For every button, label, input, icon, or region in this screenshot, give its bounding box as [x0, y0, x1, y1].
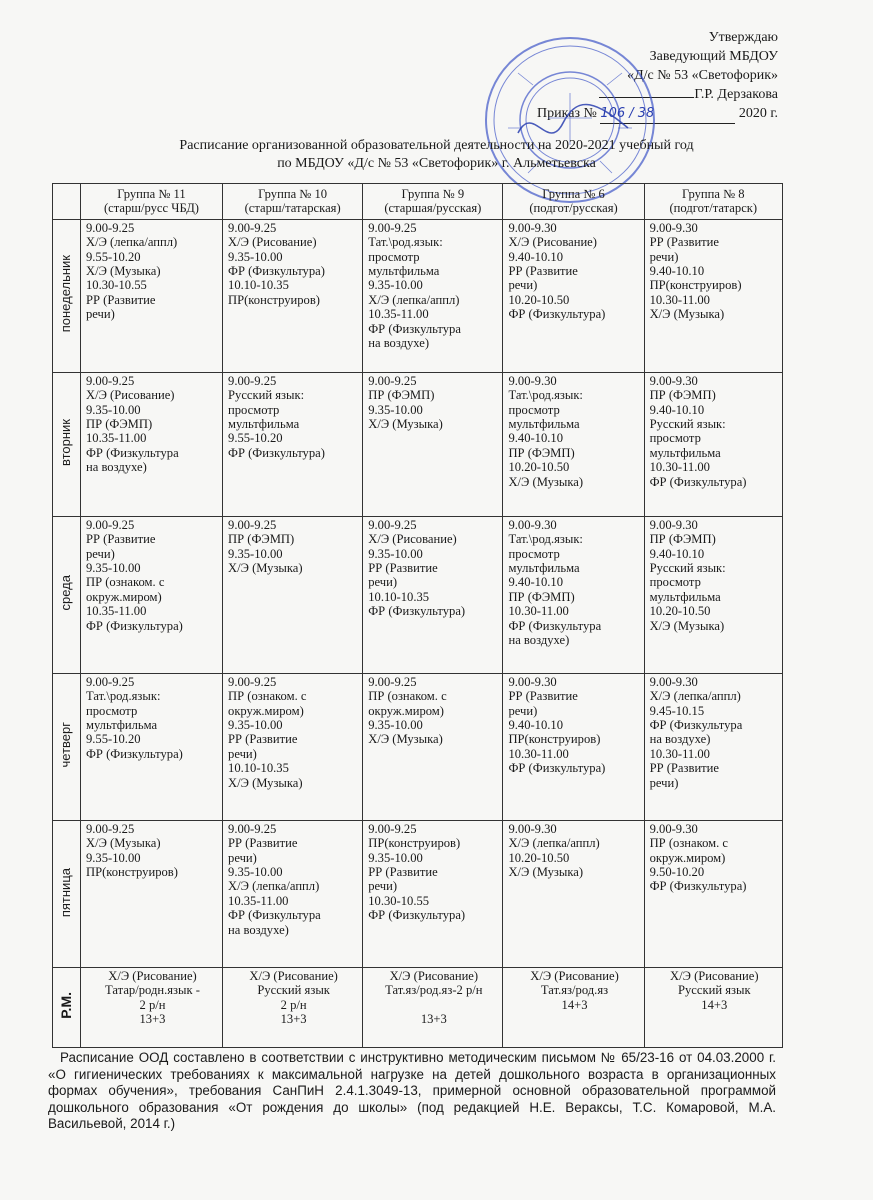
lesson-cell: [644, 516, 782, 673]
lesson-cell: [363, 219, 503, 372]
lesson-line: просмотр: [508, 546, 560, 561]
lesson-line: 9.35-10.00: [228, 249, 283, 264]
lesson-line: Тат.\род.язык:: [508, 532, 583, 547]
rm-cell: [503, 967, 644, 1047]
lesson-line: Х/Э (Музыка): [508, 474, 584, 489]
lesson-line: 9.35-10.00: [368, 718, 423, 733]
lesson-line: Х/Э (Музыка): [228, 561, 303, 576]
lesson-line: ФР (Физкультура: [508, 618, 602, 633]
lesson-line: 9.00-9.30: [508, 373, 557, 388]
lesson-line: Х/Э (Рисование): [228, 235, 317, 250]
lesson-line: ФР (Физкультура: [85, 445, 179, 460]
lesson-cell: [80, 372, 222, 516]
director-name: Г.Р. Дерзакова: [694, 87, 778, 102]
lesson-cell: [503, 516, 644, 673]
lesson-line: 9.40-10.10: [508, 431, 564, 446]
lesson-cell: [503, 673, 644, 820]
lesson-line: 9.00-9.30: [649, 220, 698, 235]
rm-line: 13+3: [280, 1012, 307, 1027]
approval-order: [537, 104, 778, 124]
approval-line-1: Утверждаю: [708, 30, 778, 45]
lesson-line: речи): [368, 879, 398, 894]
lesson-line: 9.00-9.25: [368, 373, 417, 388]
lesson-line: Х/Э (Музыка): [368, 417, 443, 432]
lesson-line: речи): [508, 278, 538, 293]
day-label: среда: [58, 575, 74, 611]
lesson-line: ФР (Физкультура): [649, 879, 747, 894]
lesson-line: 9.00-9.25: [368, 220, 417, 235]
lesson-line: 9.00-9.25: [85, 821, 135, 836]
lesson-line: 9.50-10.20: [649, 865, 705, 880]
lesson-line: Х/Э (Музыка): [85, 836, 161, 851]
lesson-line: 9.00-9.30: [508, 821, 557, 836]
lesson-cell: [223, 673, 363, 820]
lesson-cell: [223, 372, 363, 516]
lesson-line: РР (Развитие: [649, 761, 720, 776]
rm-line: Х/Э (Рисование): [249, 968, 338, 983]
group-header: [503, 184, 644, 220]
lesson-line: 9.00-9.30: [649, 674, 698, 689]
lesson-line: РР (Развитие: [368, 561, 438, 576]
lesson-line: ФР (Физкультура: [368, 321, 461, 336]
lesson-line: 10.10-10.35: [228, 761, 289, 776]
lesson-line: 10.10-10.35: [228, 278, 289, 293]
lesson-line: 9.40-10.10: [649, 546, 705, 561]
day-cell: [53, 820, 81, 967]
header-row: [53, 184, 783, 220]
lesson-line: 9.00-9.30: [508, 674, 557, 689]
lesson-line: Русский язык:: [649, 561, 726, 576]
lesson-line: 9.35-10.00: [368, 402, 423, 417]
lesson-line: ПР (ознаком. с: [649, 836, 729, 851]
lesson-line: Тат.\род.язык:: [508, 388, 583, 403]
footnote: Расписание ООД составлено в соответствии с инструктивно методическим письмом № 65/23-16 от 04.03.2000 г. «О гигиенических требованиях к максимальной нагрузке на детей дошкольного возраста в организационных формах обучения», требования СанПиН 2.4.1.3049-13, примерной основной образовательной программой дошкольного образования «От рождения до школы» (под редакцией Н.Е. Вераксы, Т.С. Комаровой, М.А. Васильевой, 2014 г.): [48, 1050, 776, 1131]
day-label: вторник: [58, 419, 74, 467]
lesson-line: ФР (Физкультура): [508, 761, 606, 776]
lesson-line: 9.00-9.25: [228, 821, 277, 836]
lesson-line: 10.35-11.00: [368, 307, 429, 322]
lesson-line: 10.30-11.00: [649, 460, 710, 475]
group-header: [363, 184, 503, 220]
lesson-line: ПР(конструиров): [85, 865, 178, 880]
lesson-line: 9.40-10.10: [508, 249, 564, 264]
lesson-line: мультфильма: [85, 718, 158, 733]
rm-line: Х/Э (Рисование): [530, 968, 619, 983]
group-type: (старш/татарская): [244, 201, 341, 216]
lesson-line: на воздухе): [85, 460, 147, 475]
lesson-line: 9.55-10.20: [85, 732, 141, 747]
lesson-line: 9.35-10.00: [228, 718, 283, 733]
rm-cell: [363, 967, 503, 1047]
lesson-cell: [644, 673, 782, 820]
lesson-cell: [503, 372, 644, 516]
lesson-line: 9.55-10.20: [228, 431, 283, 446]
lesson-line: ФР (Физкультура): [368, 908, 466, 923]
lesson-line: ФР (Физкультура): [228, 445, 325, 460]
lesson-line: просмотр: [508, 402, 560, 417]
lesson-line: 9.35-10.00: [228, 546, 283, 561]
lesson-line: 9.40-10.10: [508, 718, 564, 733]
lesson-cell: [363, 372, 503, 516]
day-row: [53, 673, 783, 820]
group-type: (старш/русс ЧБД): [103, 201, 199, 216]
lesson-line: 10.30-11.00: [508, 604, 569, 619]
lesson-line: окруж.миром): [228, 703, 304, 718]
lesson-line: просмотр: [368, 249, 420, 264]
lesson-line: Русский язык:: [649, 417, 726, 432]
lesson-line: речи): [368, 575, 398, 590]
lesson-line: 10.30-10.55: [368, 893, 430, 908]
lesson-line: ПР (ФЭМП): [508, 589, 575, 604]
rm-line: 14+3: [701, 997, 728, 1012]
lesson-cell: [644, 372, 782, 516]
lesson-line: 9.40-10.10: [649, 264, 705, 279]
lesson-line: Тат.\род.язык:: [85, 689, 161, 704]
lesson-line: 9.45-10.15: [649, 703, 705, 718]
day-label: понедельник: [58, 255, 74, 333]
lesson-line: РР (Развитие: [368, 865, 438, 880]
lesson-line: РР (Развитие: [85, 532, 156, 547]
lesson-line: 9.55-10.20: [85, 249, 141, 264]
lesson-line: 10.35-11.00: [85, 431, 147, 446]
lesson-line: Х/Э (лепка/аппл): [508, 836, 600, 851]
schedule-table: [52, 183, 783, 1048]
lesson-line: 9.00-9.25: [85, 517, 135, 532]
lesson-line: РР (Развитие: [228, 836, 298, 851]
group-name: Группа № 11: [117, 187, 186, 201]
lesson-cell: [80, 820, 222, 967]
lesson-cell: [80, 516, 222, 673]
lesson-cell: [644, 820, 782, 967]
lesson-line: окруж.миром): [368, 703, 444, 718]
lesson-line: 10.30-11.00: [508, 746, 569, 761]
lesson-line: ФР (Физкультура): [508, 307, 606, 322]
lesson-line: 9.00-9.30: [649, 517, 698, 532]
lesson-line: 9.00-9.25: [228, 674, 277, 689]
lesson-cell: [223, 219, 363, 372]
lesson-cell: [363, 673, 503, 820]
lesson-line: 9.00-9.30: [649, 821, 698, 836]
group-type: (старшая/русская): [384, 201, 482, 216]
lesson-line: ФР (Физкультура): [368, 604, 466, 619]
group-type: (подгот/русская): [529, 201, 618, 216]
document-title: [0, 137, 873, 173]
day-label: четверг: [58, 722, 74, 768]
lesson-line: мультфильма: [649, 589, 721, 604]
lesson-line: Тат.\род.язык:: [368, 235, 443, 250]
lesson-line: 10.30-10.55: [85, 278, 147, 293]
lesson-line: ПР (ознаком. с: [368, 689, 447, 704]
group-name: Группа № 9: [401, 187, 465, 201]
lesson-line: ФР (Физкультура): [228, 264, 325, 279]
lesson-line: мультфильма: [368, 264, 440, 279]
lesson-line: на воздухе): [368, 336, 430, 351]
lesson-line: ФР (Физкультура: [228, 908, 321, 923]
group-name: Группа № 10: [258, 187, 328, 201]
lesson-line: 9.40-10.10: [649, 402, 705, 417]
lesson-line: ФР (Физкультура): [85, 746, 183, 761]
lesson-line: Х/Э (Музыка): [649, 618, 725, 633]
group-header: [644, 184, 782, 220]
lesson-cell: [223, 516, 363, 673]
rm-cell: [644, 967, 782, 1047]
lesson-line: окруж.миром): [649, 850, 726, 865]
lesson-line: на воздухе): [228, 922, 289, 937]
lesson-line: мультфильма: [649, 445, 721, 460]
lesson-line: ФР (Физкультура): [649, 474, 747, 489]
title-line-1: Расписание организованной образовательной деятельности на 2020-2021 учебный год: [179, 138, 694, 153]
rm-label: Р.М.: [58, 992, 75, 1019]
rm-row: [53, 967, 783, 1047]
approval-line-3: «Д/с № 53 «Светофорик»: [627, 68, 778, 83]
lesson-cell: [80, 219, 222, 372]
lesson-line: 9.35-10.00: [85, 402, 141, 417]
rm-line: Х/Э (Рисование): [389, 968, 479, 983]
lesson-line: Русский язык:: [228, 388, 305, 403]
lesson-line: РР (Развитие: [228, 732, 298, 747]
lesson-line: 9.35-10.00: [368, 546, 423, 561]
lesson-line: ПР (ФЭМП): [228, 532, 295, 547]
rm-line: 2 р/н: [280, 997, 307, 1012]
lesson-line: ПР (ФЭМП): [649, 388, 716, 403]
lesson-line: просмотр: [228, 402, 280, 417]
lesson-line: на воздухе): [649, 732, 711, 747]
signature-blank: [599, 97, 694, 98]
lesson-line: 10.20-10.50: [508, 460, 570, 475]
lesson-line: ПР (ФЭМП): [649, 532, 716, 547]
lesson-line: РР (Развитие: [85, 292, 156, 307]
lesson-line: 10.20-10.50: [508, 850, 570, 865]
lesson-line: 10.35-11.00: [228, 893, 289, 908]
rm-line: 13+3: [420, 1011, 447, 1026]
lesson-line: 9.00-9.25: [368, 674, 417, 689]
lesson-line: речи): [228, 746, 257, 761]
lesson-line: Х/Э (Музыка): [228, 775, 303, 790]
lesson-line: 10.20-10.50: [649, 604, 711, 619]
day-label: пятница: [58, 867, 74, 917]
day-cell: [53, 219, 81, 372]
lesson-line: 9.35-10.00: [228, 865, 283, 880]
rm-cell: [80, 967, 222, 1047]
order-number-field: 106 / 38: [600, 104, 735, 124]
lesson-line: ПР (ознаком. с: [228, 689, 307, 704]
group-name: Группа № 8: [681, 187, 745, 201]
rm-line: 14+3: [561, 997, 588, 1012]
day-cell: [53, 673, 81, 820]
lesson-line: речи): [85, 307, 115, 322]
lesson-line: 10.35-11.00: [85, 604, 147, 619]
lesson-line: РР (Развитие: [649, 235, 720, 250]
lesson-line: 10.30-11.00: [649, 292, 710, 307]
lesson-line: ПР (ФЭМП): [368, 388, 435, 403]
rm-line: Х/Э (Рисование): [670, 968, 759, 983]
day-row: [53, 219, 783, 372]
lesson-line: 9.35-10.00: [85, 850, 141, 865]
lesson-line: 9.00-9.25: [228, 517, 277, 532]
approval-director: [537, 85, 778, 104]
day-cell: [53, 372, 81, 516]
lesson-line: ПР(конструиров): [228, 292, 320, 307]
lesson-cell: [503, 820, 644, 967]
rm-line: Тат.яз/род.яз: [540, 983, 609, 998]
lesson-line: ПР(конструиров): [508, 732, 601, 747]
lesson-line: ФР (Физкультура): [85, 618, 183, 633]
rm-line: Х/Э (Рисование): [108, 968, 197, 983]
day-row: [53, 820, 783, 967]
lesson-line: Х/Э (лепка/аппл): [85, 235, 178, 250]
group-header: [223, 184, 363, 220]
lesson-line: 9.00-9.25: [368, 517, 417, 532]
order-label: Приказ №: [537, 106, 597, 121]
lesson-line: просмотр: [85, 703, 138, 718]
lesson-line: речи): [85, 546, 115, 561]
lesson-line: Х/Э (лепка/аппл): [368, 292, 460, 307]
day-row: [53, 516, 783, 673]
lesson-line: ПР (ФЭМП): [85, 417, 153, 432]
lesson-line: 9.00-9.25: [368, 821, 417, 836]
lesson-line: 9.00-9.25: [85, 373, 135, 388]
lesson-line: на воздухе): [508, 633, 570, 648]
approval-line-2: Заведующий МБДОУ: [649, 49, 778, 64]
lesson-line: 9.00-9.25: [85, 674, 135, 689]
title-line-2: по МБДОУ «Д/с № 53 «Светофорик» г. Альметьевска: [277, 156, 596, 171]
rm-label-cell: [53, 967, 81, 1047]
lesson-line: 10.20-10.50: [508, 292, 570, 307]
lesson-line: ФР (Физкультура: [649, 718, 743, 733]
lesson-line: Х/Э (Музыка): [508, 865, 584, 880]
lesson-line: 9.35-10.00: [85, 561, 141, 576]
lesson-line: мультфильма: [508, 417, 580, 432]
lesson-line: Х/Э (Рисование): [508, 235, 597, 250]
lesson-line: 9.00-9.25: [228, 373, 277, 388]
rm-line: Тат.яз/род.яз-2 р/н: [385, 983, 483, 998]
lesson-line: просмотр: [649, 431, 701, 446]
lesson-cell: [223, 820, 363, 967]
approval-block: [537, 28, 778, 124]
lesson-line: речи): [508, 703, 538, 718]
lesson-line: окруж.миром): [85, 589, 162, 604]
rm-line: [368, 998, 499, 1012]
lesson-line: 9.00-9.30: [649, 373, 698, 388]
lesson-line: ПР(конструиров): [649, 278, 742, 293]
lesson-line: ПР (ФЭМП): [508, 445, 575, 460]
lesson-line: 9.00-9.25: [85, 220, 135, 235]
lesson-cell: [363, 820, 503, 967]
corner-cell: [53, 184, 81, 220]
lesson-cell: [80, 673, 222, 820]
lesson-line: Х/Э (Музыка): [649, 307, 725, 322]
lesson-line: мультфильма: [508, 561, 580, 576]
group-name: Группа № 6: [542, 187, 605, 201]
rm-line: Русский язык: [257, 983, 330, 998]
group-header: [80, 184, 222, 220]
lesson-line: 9.00-9.30: [508, 220, 557, 235]
lesson-cell: [644, 219, 782, 372]
day-cell: [53, 516, 81, 673]
lesson-line: речи): [228, 850, 257, 865]
group-type: (подгот/татарск): [669, 201, 758, 216]
lesson-line: речи): [649, 249, 679, 264]
lesson-line: просмотр: [649, 575, 701, 590]
lesson-line: Х/Э (Музыка): [85, 264, 161, 279]
lesson-line: 10.10-10.35: [368, 589, 430, 604]
lesson-line: мультфильма: [228, 417, 300, 432]
lesson-cell: [503, 219, 644, 372]
rm-line: Татар/родн.язык -: [105, 983, 200, 998]
rm-line: 13+3: [139, 1012, 166, 1027]
lesson-line: 9.00-9.25: [228, 220, 277, 235]
order-year: 2020 г.: [738, 106, 778, 121]
lesson-line: Х/Э (лепка/аппл): [228, 879, 320, 894]
lesson-line: ПР (ознаком. с: [85, 575, 165, 590]
lesson-line: 9.35-10.00: [368, 278, 423, 293]
lesson-line: Х/Э (лепка/аппл): [649, 689, 741, 704]
lesson-line: ПР(конструиров): [368, 836, 461, 851]
lesson-line: Х/Э (Рисование): [85, 388, 175, 403]
lesson-line: РР (Развитие: [508, 264, 578, 279]
lesson-line: 9.00-9.30: [508, 517, 557, 532]
rm-line: Русский язык: [678, 983, 751, 998]
lesson-line: РР (Развитие: [508, 689, 578, 704]
lesson-line: речи): [649, 775, 679, 790]
day-row: [53, 372, 783, 516]
rm-line: 2 р/н: [139, 997, 166, 1012]
lesson-line: Х/Э (Рисование): [368, 532, 457, 547]
lesson-line: 10.30-11.00: [649, 746, 710, 761]
lesson-line: Х/Э (Музыка): [368, 732, 443, 747]
rm-cell: [223, 967, 363, 1047]
lesson-line: 9.35-10.00: [368, 850, 423, 865]
lesson-cell: [363, 516, 503, 673]
lesson-line: 9.40-10.10: [508, 575, 564, 590]
